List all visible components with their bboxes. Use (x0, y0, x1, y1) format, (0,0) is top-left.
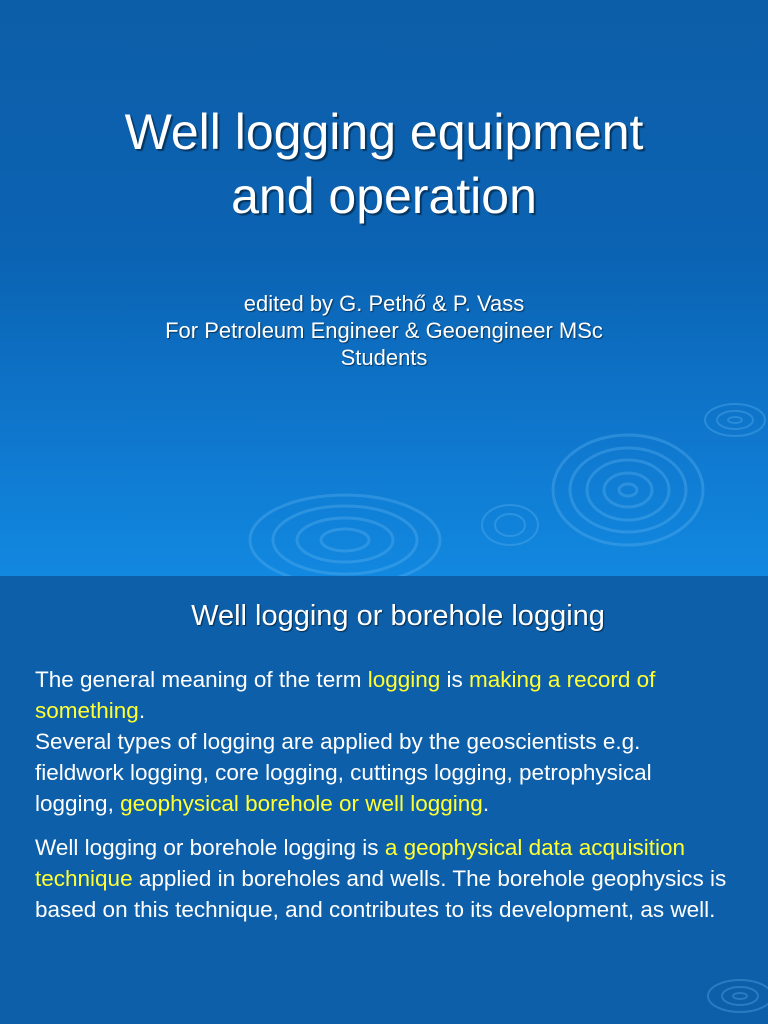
subtitle-audience-cont: Students (340, 345, 428, 370)
slide-subtitle (0, 290, 768, 371)
para1-text2: is (440, 667, 470, 692)
para2-text2: applied in boreholes and wells. The borehole geophysics is based on this technique, and contributes to its development, as well. (35, 866, 727, 922)
para1-text1: The general meaning of the term (35, 667, 368, 692)
subtitle-audience: For Petroleum Engineer & Geoengineer MSc (165, 318, 603, 343)
highlight-making-record: making a record of something (35, 667, 656, 723)
subtitle-editors: edited by G. Pethő & P. Vass (243, 291, 525, 316)
para2-text1: Well logging or borehole logging is (35, 835, 385, 860)
content-slide-title: Well logging or borehole logging (191, 600, 605, 632)
paragraph-well-logging-definition (35, 832, 735, 925)
highlight-acquisition-technique: a geophysical data acquisition technique (35, 835, 686, 891)
highlight-logging: logging (367, 667, 441, 692)
para1-text3: . (138, 698, 146, 723)
highlight-geophysical-logging: geophysical borehole or well logging (120, 791, 483, 816)
content-slide (0, 576, 768, 1024)
slide-title-line2: and operation (231, 168, 537, 224)
paragraph-logging-meaning (35, 664, 735, 819)
slide-title-line1: Well logging equipment (124, 104, 644, 160)
para1-text4: Several types of logging are applied by the geoscientists e.g. fieldwork logging, core logging, cuttings logging, petrophysical logging, (35, 729, 652, 816)
slide-title (0, 100, 768, 228)
para1-text5: . (482, 791, 490, 816)
